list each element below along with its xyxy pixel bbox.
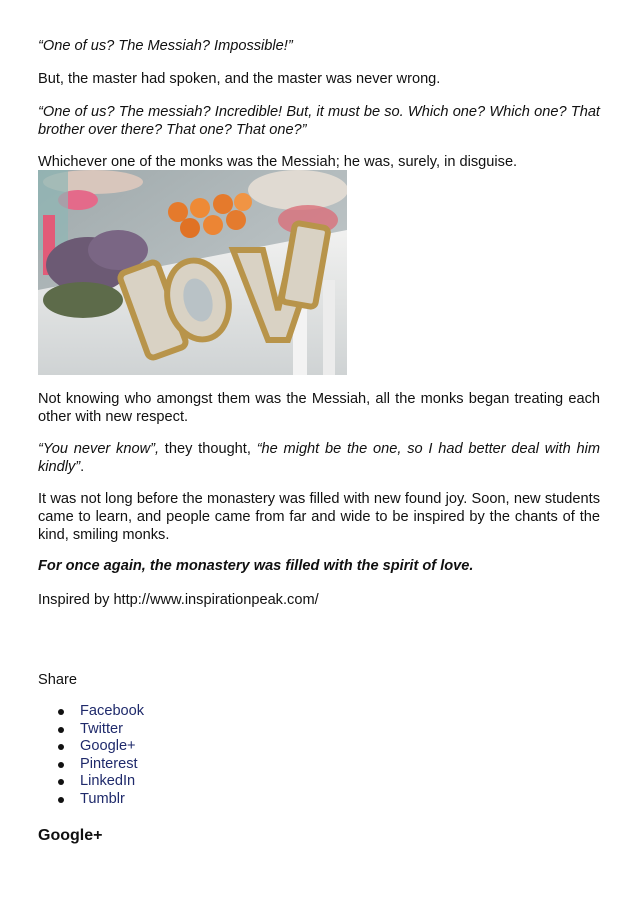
share-link-google-plus[interactable]: Google+ (80, 738, 136, 755)
paragraph-master-spoken: But, the master had spoken, and the master was never wrong. (38, 71, 441, 87)
share-item-tumblr (38, 791, 144, 809)
share-list (38, 703, 144, 809)
quote-impossible: “One of us? The Messiah? Impossible!” (38, 38, 293, 54)
share-link-facebook[interactable]: Facebook (80, 703, 145, 719)
share-item-twitter (38, 721, 144, 739)
quote-incredible: “One of us? The messiah? Incredible! But, it must be so. Which one? Which one? That brother over there? That one? That one?” (38, 104, 600, 138)
share-item-google-plus (38, 738, 144, 756)
share-item-linkedin (38, 773, 144, 791)
paragraph-you-never-know (38, 440, 600, 476)
share-link-pinterest[interactable]: Pinterest (80, 755, 138, 772)
share-link-twitter[interactable]: Twitter (80, 720, 123, 737)
text-they-thought: they thought, (159, 441, 257, 457)
paragraph-disguise: Whichever one of the monks was the Messiah; he was, surely, in disguise. (38, 154, 518, 170)
paragraph-respect: Not knowing who amongst them was the Messiah, all the monks began treating each other with new respect. (38, 391, 600, 425)
share-item-facebook (38, 703, 144, 721)
quote-might-be-the-one: “he might be the one, so I had better deal with him kindly” (38, 441, 601, 475)
share-label: Share (38, 672, 77, 688)
google-plus-heading: Google+ (38, 827, 103, 844)
quote-you-never-know: “You never know”, (38, 441, 160, 457)
love-letters-table-photo-icon (38, 170, 347, 375)
love-letters-photo (38, 170, 347, 375)
paragraph-joy: It was not long before the monastery was filled with new found joy. Soon, new students came to learn, and people came from far and wide to be inspired by the chants of the kind, smiling monks. (38, 491, 600, 543)
share-item-pinterest (38, 756, 144, 774)
share-link-linkedin[interactable]: LinkedIn (80, 773, 136, 790)
paragraph-inspired-by: Inspired by http://www.inspirationpeak.com/ (38, 592, 319, 608)
share-link-tumblr[interactable]: Tumblr (80, 790, 125, 807)
text-period: . (80, 459, 85, 475)
paragraph-spirit-of-love: For once again, the monastery was filled with the spirit of love. (38, 558, 474, 574)
